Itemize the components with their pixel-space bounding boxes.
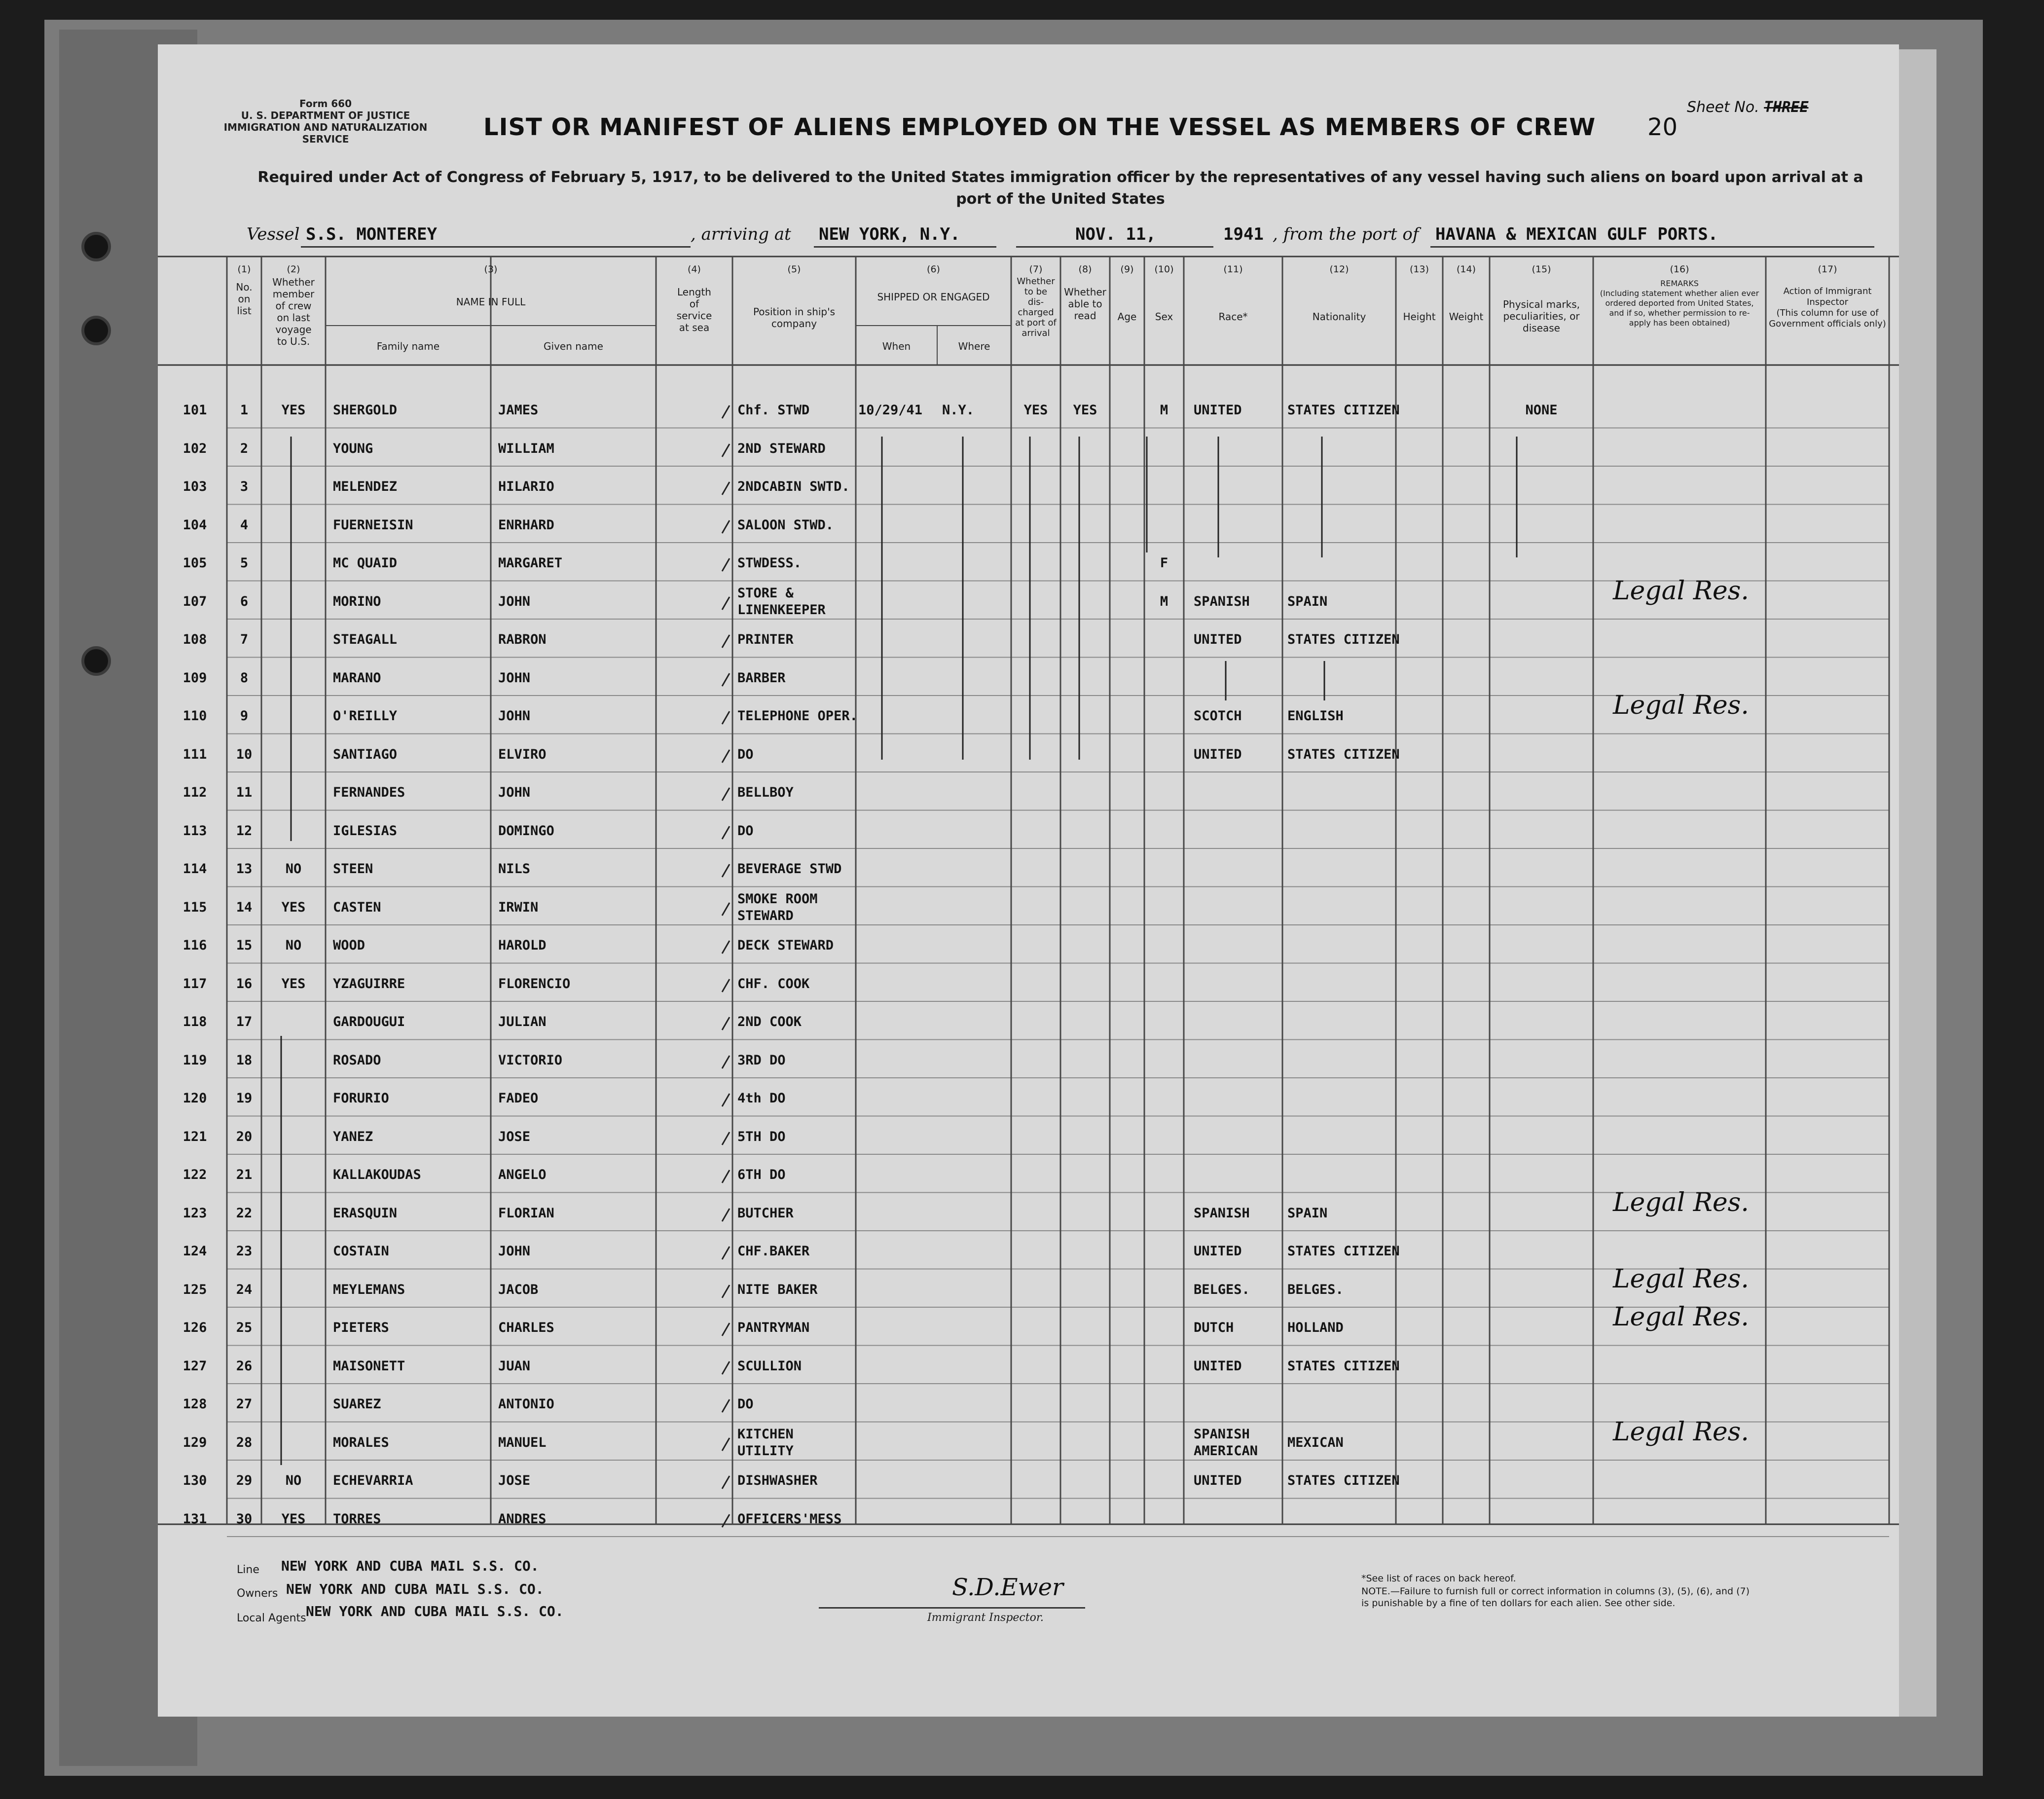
race: UNITED: [1194, 1358, 1242, 1374]
ref-number: 110: [182, 708, 207, 724]
ship-position: OFFICERS'MESS: [737, 1511, 842, 1527]
given-name: JOHN: [498, 785, 531, 800]
crew-member-last-voyage: NO: [285, 1473, 302, 1488]
from-label: , from the port of: [1273, 224, 1419, 244]
col12-header: Nationality: [1312, 311, 1366, 323]
remarks-handwritten: Legal Res.: [1613, 1417, 1749, 1447]
nationality: ENGLISH: [1287, 708, 1344, 724]
list-number: 6: [240, 593, 249, 609]
given-name: ANDRES: [498, 1511, 547, 1527]
ref-number: 121: [182, 1129, 207, 1144]
ship-position: BUTCHER: [737, 1205, 794, 1221]
family-name: MEYLEMANS: [333, 1282, 405, 1297]
page-edge: [1895, 49, 1936, 1717]
sheet-label: Sheet No.: [1687, 99, 1759, 116]
ship-position: 4th DO: [737, 1091, 786, 1106]
list-number: 22: [236, 1205, 253, 1221]
race: UNITED: [1194, 1473, 1242, 1488]
given-name: ANTONIO: [498, 1396, 554, 1412]
able-to-read: YES: [1073, 403, 1097, 418]
ship-position: KITCHEN UTILITY: [737, 1426, 794, 1459]
given-name: RABRON: [498, 632, 547, 647]
family-name: MORINO: [333, 593, 381, 609]
ref-number: 119: [182, 1052, 207, 1068]
requirement-text: Required under Act of Congress of February 5, 1917, to be delivered to the United States immigration officer by the representatives of any vessel having such aliens on board upon arrival at a port of the United States: [257, 169, 1863, 208]
binder-hole: [81, 316, 111, 345]
ship-position: BELLBOY: [737, 785, 794, 800]
list-number: 16: [236, 976, 253, 991]
ship-position: PANTRYMAN: [737, 1320, 810, 1335]
crew-member-last-voyage: YES: [281, 1511, 306, 1527]
ship-position: 6TH DO: [737, 1167, 786, 1182]
ref-number: 130: [182, 1473, 207, 1488]
list-number: 1: [240, 403, 249, 418]
race: DUTCH: [1194, 1320, 1234, 1335]
ref-number: 113: [182, 823, 207, 839]
col17-header: Action of Immigrant Inspector (This column for use of Government officials only): [1769, 286, 1886, 329]
ship-position: 2ND COOK: [737, 1014, 802, 1029]
given-name: JAMES: [498, 403, 539, 418]
list-number: 23: [236, 1244, 253, 1259]
family-name: MELENDEZ: [333, 479, 398, 494]
family-name: MARANO: [333, 670, 381, 686]
shipped-where-header: Where: [958, 340, 990, 352]
crew-member-last-voyage: NO: [285, 938, 302, 953]
given-name: JOSE: [498, 1473, 531, 1488]
arriving-value: NEW YORK, N.Y.: [819, 224, 960, 244]
race: SCOTCH: [1194, 708, 1242, 724]
given-name: ELVIRO: [498, 746, 547, 762]
ship-position: 2ND STEWARD: [737, 441, 826, 456]
race: SPANISH: [1194, 593, 1250, 609]
col8-header: Whether able to read: [1064, 286, 1106, 322]
nationality: STATES CITIZEN: [1287, 1358, 1400, 1374]
family-name: FORURIO: [333, 1091, 389, 1106]
nationality: STATES CITIZEN: [1287, 746, 1400, 762]
col1-header: No. on list: [236, 281, 253, 317]
family-name: TORRES: [333, 1511, 381, 1527]
list-number: 20: [236, 1129, 253, 1144]
local-agents-label: Local Agents: [237, 1612, 306, 1624]
col11-header: Race*: [1218, 311, 1248, 323]
race: UNITED: [1194, 403, 1242, 418]
crew-member-last-voyage: YES: [281, 403, 306, 418]
list-number: 3: [240, 479, 249, 494]
ref-number: 103: [182, 479, 207, 494]
ref-number: 101: [182, 403, 207, 418]
given-name: HAROLD: [498, 938, 547, 953]
col14-header: Weight: [1449, 311, 1484, 323]
family-name: IGLESIAS: [333, 823, 398, 839]
col12-number: (12): [1329, 264, 1349, 275]
line-label: Line: [237, 1564, 259, 1576]
col10-header: Sex: [1155, 311, 1173, 323]
given-name: FADEO: [498, 1091, 539, 1106]
vessel-value: S.S. MONTEREY: [306, 224, 438, 244]
signature-line: [819, 1607, 1085, 1609]
family-name: CASTEN: [333, 899, 381, 915]
ref-number: 115: [182, 899, 207, 915]
col8-number: (8): [1078, 264, 1092, 275]
family-name: PIETERS: [333, 1320, 389, 1335]
list-number: 29: [236, 1473, 253, 1488]
given-name: MARGARET: [498, 555, 563, 571]
col16-header: REMARKS (Including statement whether alien ever ordered deported from United States, and if so, whether permission to re- apply has been obtained): [1600, 279, 1759, 328]
given-name-header: Given name: [544, 340, 603, 352]
ref-number: 126: [182, 1320, 207, 1335]
owners-value: NEW YORK AND CUBA MAIL S.S. CO.: [286, 1581, 544, 1597]
ship-position: 3RD DO: [737, 1052, 786, 1068]
col13-number: (13): [1409, 264, 1429, 275]
col9-header: Age: [1117, 311, 1137, 323]
given-name: WILLIAM: [498, 441, 554, 456]
given-name: FLORIAN: [498, 1205, 554, 1221]
nationality: STATES CITIZEN: [1287, 403, 1400, 418]
family-name: SUAREZ: [333, 1396, 381, 1412]
line-value: NEW YORK AND CUBA MAIL S.S. CO.: [281, 1558, 539, 1574]
list-number: 8: [240, 670, 249, 686]
race: SPANISH AMERICAN: [1194, 1426, 1258, 1459]
ref-number: 129: [182, 1434, 207, 1450]
list-number: 12: [236, 823, 253, 839]
ref-number: 124: [182, 1244, 207, 1259]
given-name: DOMINGO: [498, 823, 554, 839]
remarks-handwritten: Legal Res.: [1613, 1302, 1749, 1332]
family-name: SHERGOLD: [333, 403, 398, 418]
family-name: ECHEVARRIA: [333, 1473, 413, 1488]
nationality: STATES CITIZEN: [1287, 1244, 1400, 1259]
arrival-year: 1941: [1223, 224, 1264, 244]
given-name: ANGELO: [498, 1167, 547, 1182]
arriving-label: , arriving at: [691, 224, 791, 244]
given-name: JOHN: [498, 1244, 531, 1259]
col4-header: Length of service at sea: [676, 286, 712, 333]
col13-header: Height: [1403, 311, 1436, 323]
family-name: YOUNG: [333, 441, 373, 456]
crew-member-last-voyage: YES: [281, 899, 306, 915]
binder-hole: [81, 232, 111, 261]
family-name: O'REILLY: [333, 708, 398, 724]
family-name-header: Family name: [376, 340, 440, 352]
physical-marks: NONE: [1525, 403, 1558, 418]
col2-number: (2): [287, 264, 300, 275]
family-name: SANTIAGO: [333, 746, 398, 762]
list-number: 4: [240, 517, 249, 533]
list-number: 15: [236, 938, 253, 953]
crew-member-last-voyage: YES: [281, 976, 306, 991]
col11-number: (11): [1223, 264, 1243, 275]
ship-position: PRINTER: [737, 632, 794, 647]
ref-number: 127: [182, 1358, 207, 1374]
ref-number: 104: [182, 517, 207, 533]
given-name: FLORENCIO: [498, 976, 571, 991]
manifest-page: [158, 44, 1899, 1717]
col10-number: (10): [1154, 264, 1174, 275]
inspector-label: Immigrant Inspector.: [927, 1612, 1044, 1624]
family-name: MC QUAID: [333, 555, 398, 571]
given-name: JOHN: [498, 593, 531, 609]
nationality: HOLLAND: [1287, 1320, 1344, 1335]
family-name: KALLAKOUDAS: [333, 1167, 421, 1182]
ship-position: SMOKE ROOM STEWARD: [737, 891, 818, 923]
ref-number: 123: [182, 1205, 207, 1221]
col5-header: Position in ship's company: [753, 306, 836, 330]
races-note: *See list of races on back hereof.: [1361, 1573, 1516, 1584]
binder-hole: [81, 646, 111, 676]
col14-number: (14): [1456, 264, 1476, 275]
family-name: ROSADO: [333, 1052, 381, 1068]
remarks-handwritten: Legal Res.: [1613, 576, 1749, 606]
ship-position: CHF.BAKER: [737, 1244, 810, 1259]
given-name: NILS: [498, 861, 531, 877]
list-number: 14: [236, 899, 253, 915]
ref-number: 122: [182, 1167, 207, 1182]
ref-number: 112: [182, 785, 207, 800]
ship-position: 5TH DO: [737, 1129, 786, 1144]
list-number: 30: [236, 1511, 253, 1527]
page-number: 20: [1647, 113, 1678, 141]
shipped-when: 10/29/41: [858, 403, 923, 418]
ship-position: BARBER: [737, 670, 786, 686]
ship-position: Chf. STWD: [737, 403, 810, 418]
given-name: JUAN: [498, 1358, 531, 1374]
nationality: STATES CITIZEN: [1287, 632, 1400, 647]
col5-number: (5): [787, 264, 801, 275]
ref-number: 116: [182, 938, 207, 953]
ship-position: SALOON STWD.: [737, 517, 834, 533]
ref-number: 111: [182, 746, 207, 762]
local-agents-value: NEW YORK AND CUBA MAIL S.S. CO.: [306, 1603, 564, 1619]
ref-number: 128: [182, 1396, 207, 1412]
list-number: 10: [236, 746, 253, 762]
col15-number: (15): [1532, 264, 1551, 275]
race: UNITED: [1194, 632, 1242, 647]
list-number: 24: [236, 1282, 253, 1297]
shipped-when-header: When: [882, 340, 911, 352]
col7-header: Whether to be dis- charged at port of arrival: [1015, 276, 1057, 338]
ref-number: 125: [182, 1282, 207, 1297]
col9-number: (9): [1120, 264, 1134, 275]
ship-position: STORE & LINENKEEPER: [737, 585, 826, 618]
col15-header: Physical marks, peculiarities, or disease: [1502, 298, 1580, 334]
shipped-where: N.Y.: [942, 403, 975, 418]
ship-position: STWDESS.: [737, 555, 802, 571]
nationality: STATES CITIZEN: [1287, 1473, 1400, 1488]
family-name: WOOD: [333, 938, 365, 953]
ship-position: NITE BAKER: [737, 1282, 818, 1297]
list-number: 18: [236, 1052, 253, 1068]
given-name: IRWIN: [498, 899, 539, 915]
ref-number: 114: [182, 861, 207, 877]
given-name: ENRHARD: [498, 517, 554, 533]
list-number: 19: [236, 1091, 253, 1106]
family-name: COSTAIN: [333, 1244, 389, 1259]
ship-position: CHF. COOK: [737, 976, 810, 991]
family-name: ERASQUIN: [333, 1205, 398, 1221]
family-name: YZAGUIRRE: [333, 976, 405, 991]
col7-number: (7): [1029, 264, 1043, 275]
list-number: 26: [236, 1358, 253, 1374]
list-number: 11: [236, 785, 253, 800]
col6-number: (6): [927, 264, 940, 275]
sex: M: [1160, 593, 1168, 609]
ship-position: SCULLION: [737, 1358, 802, 1374]
col3-number: (3): [484, 264, 498, 275]
family-name: FERNANDES: [333, 785, 405, 800]
list-number: 13: [236, 861, 253, 877]
given-name: MANUEL: [498, 1434, 547, 1450]
family-name: STEEN: [333, 861, 373, 877]
nationality: BELGES.: [1287, 1282, 1344, 1297]
ship-position: DO: [737, 823, 754, 839]
inspector-signature: S.D.Ewer: [952, 1574, 1063, 1601]
col4-number: (4): [688, 264, 701, 275]
sex: M: [1160, 403, 1168, 418]
given-name: CHARLES: [498, 1320, 554, 1335]
race: UNITED: [1194, 746, 1242, 762]
col2-header: Whether member of crew on last voyage to U.S.: [272, 276, 315, 347]
remarks-handwritten: Legal Res.: [1613, 691, 1749, 720]
crew-member-last-voyage: NO: [285, 861, 302, 877]
form-id: Form 660 U. S. DEPARTMENT OF JUSTICE IMMIGRATION AND NATURALIZATION SERVICE: [223, 98, 428, 145]
list-number: 28: [236, 1434, 253, 1450]
family-name: STEAGALL: [333, 632, 398, 647]
list-number: 21: [236, 1167, 253, 1182]
col16-number: (16): [1670, 264, 1689, 275]
given-name: VICTORIO: [498, 1052, 563, 1068]
from-value: HAVANA & MEXICAN GULF PORTS.: [1435, 224, 1718, 244]
to-be-discharged: YES: [1023, 403, 1048, 418]
ref-number: 102: [182, 441, 207, 456]
ship-position: DO: [737, 1396, 754, 1412]
sex: F: [1160, 555, 1168, 571]
family-name: YANEZ: [333, 1129, 373, 1144]
race: BELGES.: [1194, 1282, 1250, 1297]
nationality: SPAIN: [1287, 1205, 1328, 1221]
given-name: JULIAN: [498, 1014, 547, 1029]
ship-position: TELEPHONE OPER.: [737, 708, 858, 724]
col3-header: NAME IN FULL: [456, 296, 526, 308]
family-name: FUERNEISIN: [333, 517, 413, 533]
ref-number: 118: [182, 1014, 207, 1029]
remarks-handwritten: Legal Res.: [1613, 1187, 1749, 1217]
list-number: 7: [240, 632, 249, 647]
list-number: 9: [240, 708, 249, 724]
col6-header: SHIPPED OR ENGAGED: [877, 291, 990, 303]
ref-number: 117: [182, 976, 207, 991]
family-name: GARDOUGUI: [333, 1014, 405, 1029]
ref-number: 109: [182, 670, 207, 686]
penalty-note: NOTE.—Failure to furnish full or correct information in columns (3), (5), (6), and (7) is punishable by a fine of ten dollars for each alien. See other side.: [1361, 1586, 1750, 1609]
remarks-handwritten: Legal Res.: [1613, 1264, 1749, 1294]
family-name: MAISONETT: [333, 1358, 405, 1374]
race: SPANISH: [1194, 1205, 1250, 1221]
given-name: HILARIO: [498, 479, 554, 494]
given-name: JOHN: [498, 708, 531, 724]
col17-number: (17): [1818, 264, 1837, 275]
ref-number: 120: [182, 1091, 207, 1106]
given-name: JOSE: [498, 1129, 531, 1144]
ref-number: 108: [182, 632, 207, 647]
given-name: JACOB: [498, 1282, 539, 1297]
nationality: MEXICAN: [1287, 1434, 1344, 1450]
ref-number: 107: [182, 593, 207, 609]
ship-position: DECK STEWARD: [737, 938, 834, 953]
owners-label: Owners: [237, 1587, 278, 1600]
list-number: 25: [236, 1320, 253, 1335]
ship-position: 2NDCABIN SWTD.: [737, 479, 850, 494]
list-number: 27: [236, 1396, 253, 1412]
list-number: 5: [240, 555, 249, 571]
ship-position: DO: [737, 746, 754, 762]
list-number: 2: [240, 441, 249, 456]
vessel-label: Vessel: [247, 224, 300, 244]
ditto-lines: [158, 44, 1899, 1717]
nationality: SPAIN: [1287, 593, 1328, 609]
ship-position: BEVERAGE STWD: [737, 861, 842, 877]
page-title: LIST OR MANIFEST OF ALIENS EMPLOYED ON THE VESSEL AS MEMBERS OF CREW: [483, 113, 1596, 141]
col1-number: (1): [237, 264, 251, 275]
ship-position: DISHWASHER: [737, 1473, 818, 1488]
arrival-date: NOV. 11,: [1075, 224, 1156, 244]
ref-number: 105: [182, 555, 207, 571]
race: UNITED: [1194, 1244, 1242, 1259]
family-name: MORALES: [333, 1434, 389, 1450]
ref-number: 131: [182, 1511, 207, 1527]
list-number: 17: [236, 1014, 253, 1029]
sheet-value: THREE: [1764, 99, 1809, 116]
given-name: JOHN: [498, 670, 531, 686]
